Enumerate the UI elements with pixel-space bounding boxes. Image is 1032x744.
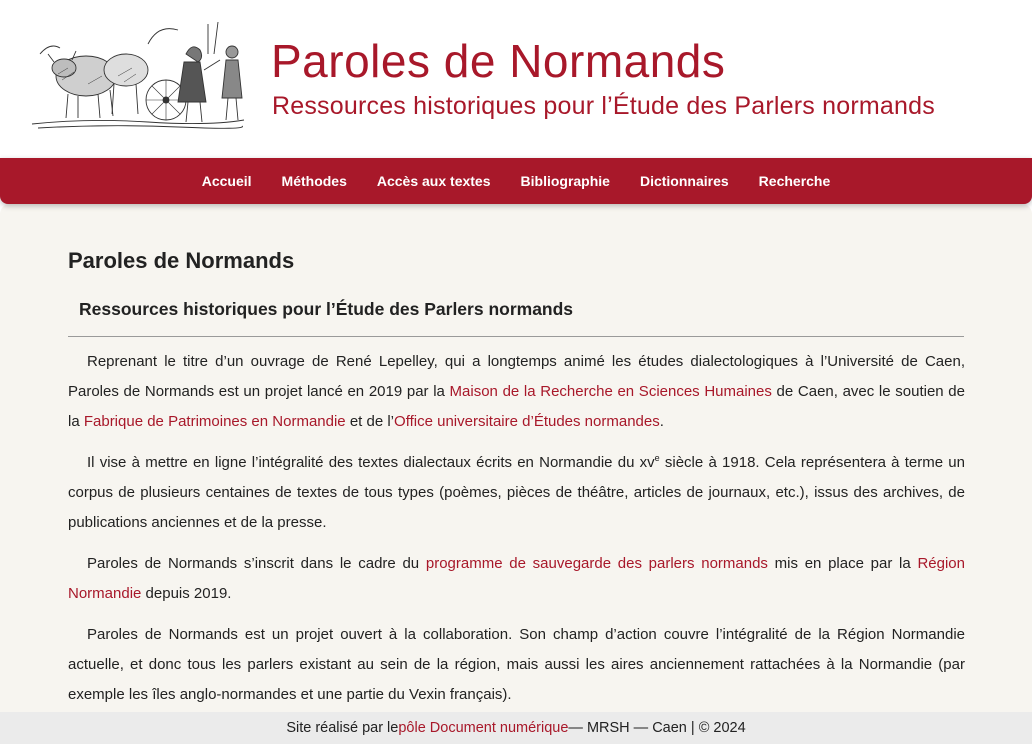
site-subtitle: Ressources historiques pour l’Étude des Parlers normands <box>272 92 935 120</box>
nav-item-bibliographie[interactable]: Bibliographie <box>520 173 610 189</box>
divider <box>68 336 964 337</box>
paragraph-text: Reprenant le titre d’un ouvrage de René Lepelley, qui a longtemps animé les études dialectologiques à l’Université de Caen, Paroles de Normands est un projet lancé en 2019 par la <box>68 353 965 400</box>
site-footer <box>0 712 1032 744</box>
link-office-etudes-normandes[interactable]: Office universitaire d’Études normandes <box>394 413 660 430</box>
footer-text: Site réalisé par le <box>286 720 399 736</box>
paragraph-text: de Caen, avec le soutien de la <box>68 383 965 430</box>
link-programme-sauvegarde[interactable]: programme de sauvegarde des parlers normands <box>425 555 768 572</box>
paragraph-program <box>68 549 965 609</box>
century-numeral: xv <box>639 454 655 471</box>
paragraph-text: Paroles de Normands est un projet ouvert à la collaboration. Son champ d’action couvre l’intégralité de la Région Normandie actuelle, et donc tous les parlers existant au sein de la région, mais aussi les aires anciennement rattachées à la Normandie (par exemple les îles anglo-normandes et une partie du Vexin français). <box>68 626 965 703</box>
link-region-normandie[interactable]: Région Normandie <box>68 555 965 602</box>
century-superscript: e <box>654 453 660 463</box>
nav-item-dictionnaires[interactable]: Dictionnaires <box>639 173 729 189</box>
paragraph-text: depuis 2019. <box>141 585 232 602</box>
paragraph-text: siècle à 1918. Cela représentera à terme un corpus de plusieurs centaines de textes de tous types (poèmes, pièces de théâtre, articles de journaux, etc.), issus des archives, de publications anciennes et de la presse. <box>68 454 965 531</box>
paragraph-text: Il vise à mettre en ligne l’intégralité des textes dialectaux écrits en Normandie du <box>87 454 640 471</box>
nav-item-recherche[interactable]: Recherche <box>758 173 831 189</box>
link-mrsh[interactable]: Maison de la Recherche en Sciences Humaines <box>449 383 772 400</box>
nav-item-methodes[interactable]: Méthodes <box>281 173 347 189</box>
paragraph-text: mis en place par la <box>767 555 918 572</box>
paragraph-aim <box>68 448 965 538</box>
page-title: Paroles de Normands <box>68 248 295 273</box>
paragraph-text: . <box>659 413 664 430</box>
main-navigation <box>0 158 1032 204</box>
footer-text: — MRSH — Caen | © 2024 <box>568 720 746 736</box>
site-header <box>0 0 1032 158</box>
main-content <box>0 204 1032 712</box>
engraving-illustration-icon <box>28 14 248 132</box>
page-subtitle: Ressources historiques pour l’Étude des Parlers normands <box>79 299 574 319</box>
paragraph-text: Paroles de Normands s’inscrit dans le cadre du <box>87 555 426 572</box>
paragraph-collaboration <box>68 620 965 710</box>
nav-item-accueil[interactable]: Accueil <box>201 173 252 189</box>
link-fabrique-patrimoines[interactable]: Fabrique de Patrimoines en Normandie <box>83 413 346 430</box>
nav-item-acces-aux-textes[interactable]: Accès aux textes <box>376 173 491 189</box>
footer-link-pole-document[interactable]: pôle Document numérique <box>398 720 569 736</box>
article-body <box>68 347 965 712</box>
site-title[interactable]: Paroles de Normands <box>271 35 726 87</box>
paragraph-text: et de l’ <box>345 413 395 430</box>
paragraph-intro <box>68 347 965 437</box>
